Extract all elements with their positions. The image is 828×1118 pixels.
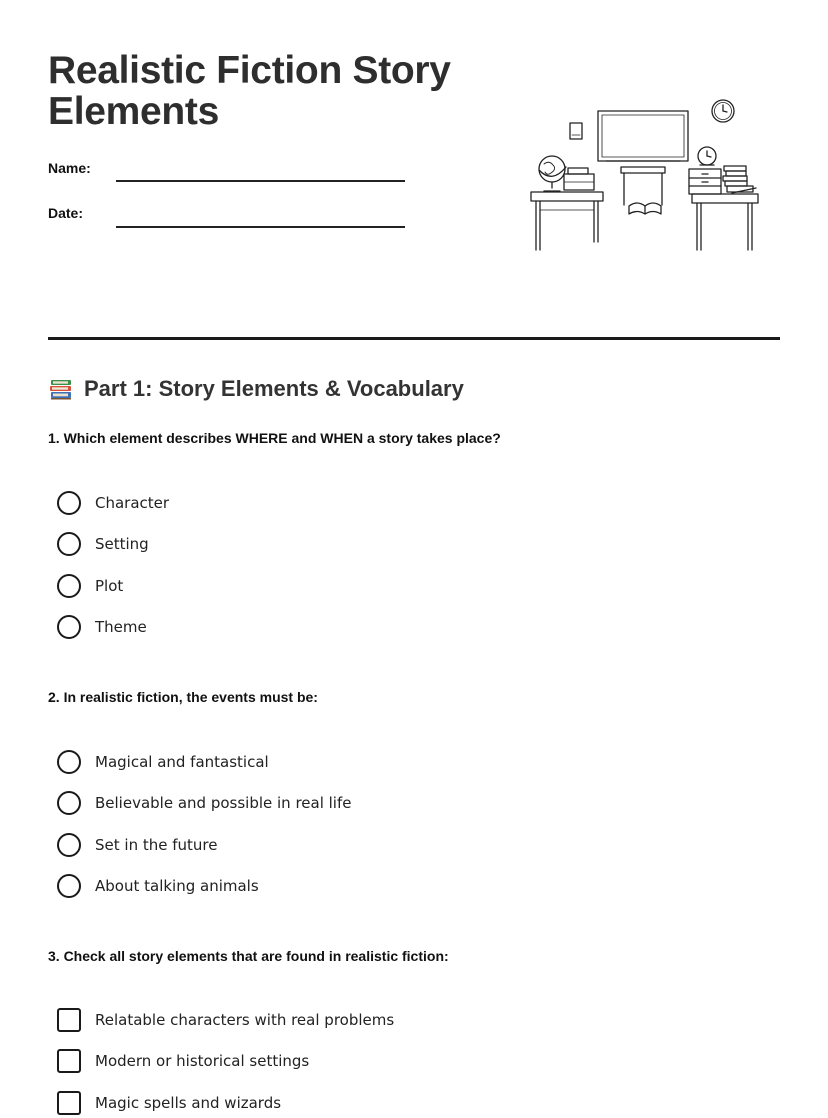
option-label: Theme (95, 618, 147, 636)
option-label: Plot (95, 577, 124, 595)
radio-button[interactable] (57, 874, 81, 898)
name-label: Name: (48, 160, 91, 176)
q3-option-settings[interactable] (57, 1049, 309, 1073)
q2-option-animals[interactable] (57, 874, 259, 898)
option-label: Magic spells and wizards (95, 1094, 282, 1112)
q1-option-setting[interactable] (57, 532, 149, 556)
option-label: Modern or historical settings (95, 1052, 310, 1070)
option-label: Set in the future (95, 836, 218, 854)
q1-option-theme[interactable] (57, 615, 147, 639)
radio-button[interactable] (57, 750, 81, 774)
q1-option-plot[interactable] (57, 574, 123, 598)
option-label: Relatable characters with real problems (95, 1011, 395, 1029)
question-3: 3. Check all story elements that are found in realistic fiction: (48, 948, 449, 964)
checkbox[interactable] (57, 1049, 81, 1073)
section-title: Part 1: Story Elements & Vocabulary (84, 376, 464, 401)
date-label: Date: (48, 205, 84, 221)
radio-button[interactable] (57, 532, 81, 556)
classroom-illustration (526, 94, 766, 256)
radio-button[interactable] (57, 791, 81, 815)
section-heading (48, 374, 464, 404)
name-field[interactable] (116, 180, 405, 182)
section-divider (48, 337, 780, 340)
q1-option-character[interactable] (57, 491, 169, 515)
option-label: Setting (95, 535, 149, 553)
date-field[interactable] (116, 226, 405, 228)
checkbox[interactable] (57, 1091, 81, 1115)
q2-option-magical[interactable] (57, 750, 269, 774)
option-label: Character (95, 494, 170, 512)
books-emoji-icon (48, 376, 74, 402)
radio-button[interactable] (57, 615, 81, 639)
q2-option-believable[interactable] (57, 791, 352, 815)
q2-option-future[interactable] (57, 833, 217, 857)
option-label: Believable and possible in real life (95, 794, 352, 812)
q3-option-characters[interactable] (57, 1008, 394, 1032)
q3-option-magic[interactable] (57, 1091, 281, 1115)
question-1: 1. Which element describes WHERE and WHEN a story takes place? (48, 430, 501, 446)
option-label: About talking animals (95, 877, 259, 895)
radio-button[interactable] (57, 833, 81, 857)
page-title: Realistic Fiction Story Elements (48, 49, 451, 133)
question-2: 2. In realistic fiction, the events must be: (48, 689, 318, 705)
checkbox[interactable] (57, 1008, 81, 1032)
option-label: Magical and fantastical (95, 753, 269, 771)
radio-button[interactable] (57, 574, 81, 598)
radio-button[interactable] (57, 491, 81, 515)
